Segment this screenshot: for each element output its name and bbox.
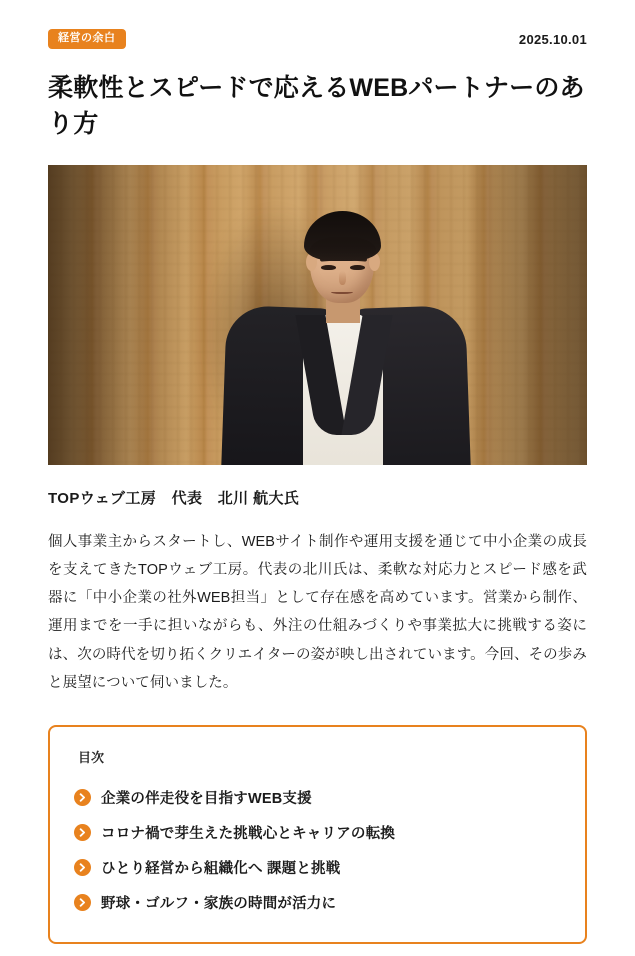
toc-title: 目次 bbox=[78, 750, 105, 766]
eye-right bbox=[350, 265, 365, 270]
lede-paragraph: 個人事業主からスタートし、WEBサイト制作や運用支援を通じて中小企業の成長を支えてきたTOPウェブ工房。代表の北川氏は、柔軟な対応力とスピード感を武器に「中小企業の社外WEB担当」として存在感を高めています。営業から制作、運用までを一手に担いながらも、外注の仕組みづくりや事業拡大に挑戦する姿には、次の時代を切り拓くクリエイターの姿が映し出されています。今回、その歩みと展望について伺いました。 bbox=[48, 533, 587, 691]
list-item[interactable] bbox=[74, 850, 561, 885]
chevron-right-circle-icon bbox=[74, 894, 91, 911]
toc-item-label[interactable]: 企業の伴走役を目指すWEB支援 bbox=[101, 791, 312, 808]
hero-image bbox=[48, 165, 587, 465]
list-item[interactable] bbox=[74, 815, 561, 850]
publish-date: 2025.10.01 bbox=[518, 31, 587, 47]
toc-item-label[interactable]: 野球・ゴルフ・家族の時間が活力に bbox=[101, 896, 337, 913]
hair bbox=[304, 211, 381, 261]
category-badge[interactable]: 経営の余白 bbox=[48, 29, 126, 49]
page-title: 柔軟性とスピードで応えるWEBパートナーのあり方 bbox=[48, 74, 585, 139]
mouth bbox=[331, 289, 353, 294]
chevron-right-circle-icon bbox=[74, 824, 91, 841]
chevron-right-circle-icon bbox=[74, 859, 91, 876]
article-meta bbox=[48, 28, 587, 50]
list-item[interactable] bbox=[74, 780, 561, 815]
list-item[interactable] bbox=[74, 885, 561, 920]
toc-item-label[interactable]: コロナ禍で芽生えた挑戦心とキャリアの転換 bbox=[101, 826, 395, 843]
portrait-subject bbox=[48, 165, 587, 465]
toc-item-label[interactable]: ひとり経営から組織化へ 課題と挑戦 bbox=[101, 861, 341, 878]
eye-left bbox=[321, 265, 336, 270]
nose bbox=[339, 271, 346, 285]
image-caption: TOPウェブ工房 代表 北川 航大氏 bbox=[48, 489, 300, 507]
toc-list bbox=[74, 780, 561, 920]
table-of-contents bbox=[48, 725, 587, 944]
chevron-right-circle-icon bbox=[74, 789, 91, 806]
